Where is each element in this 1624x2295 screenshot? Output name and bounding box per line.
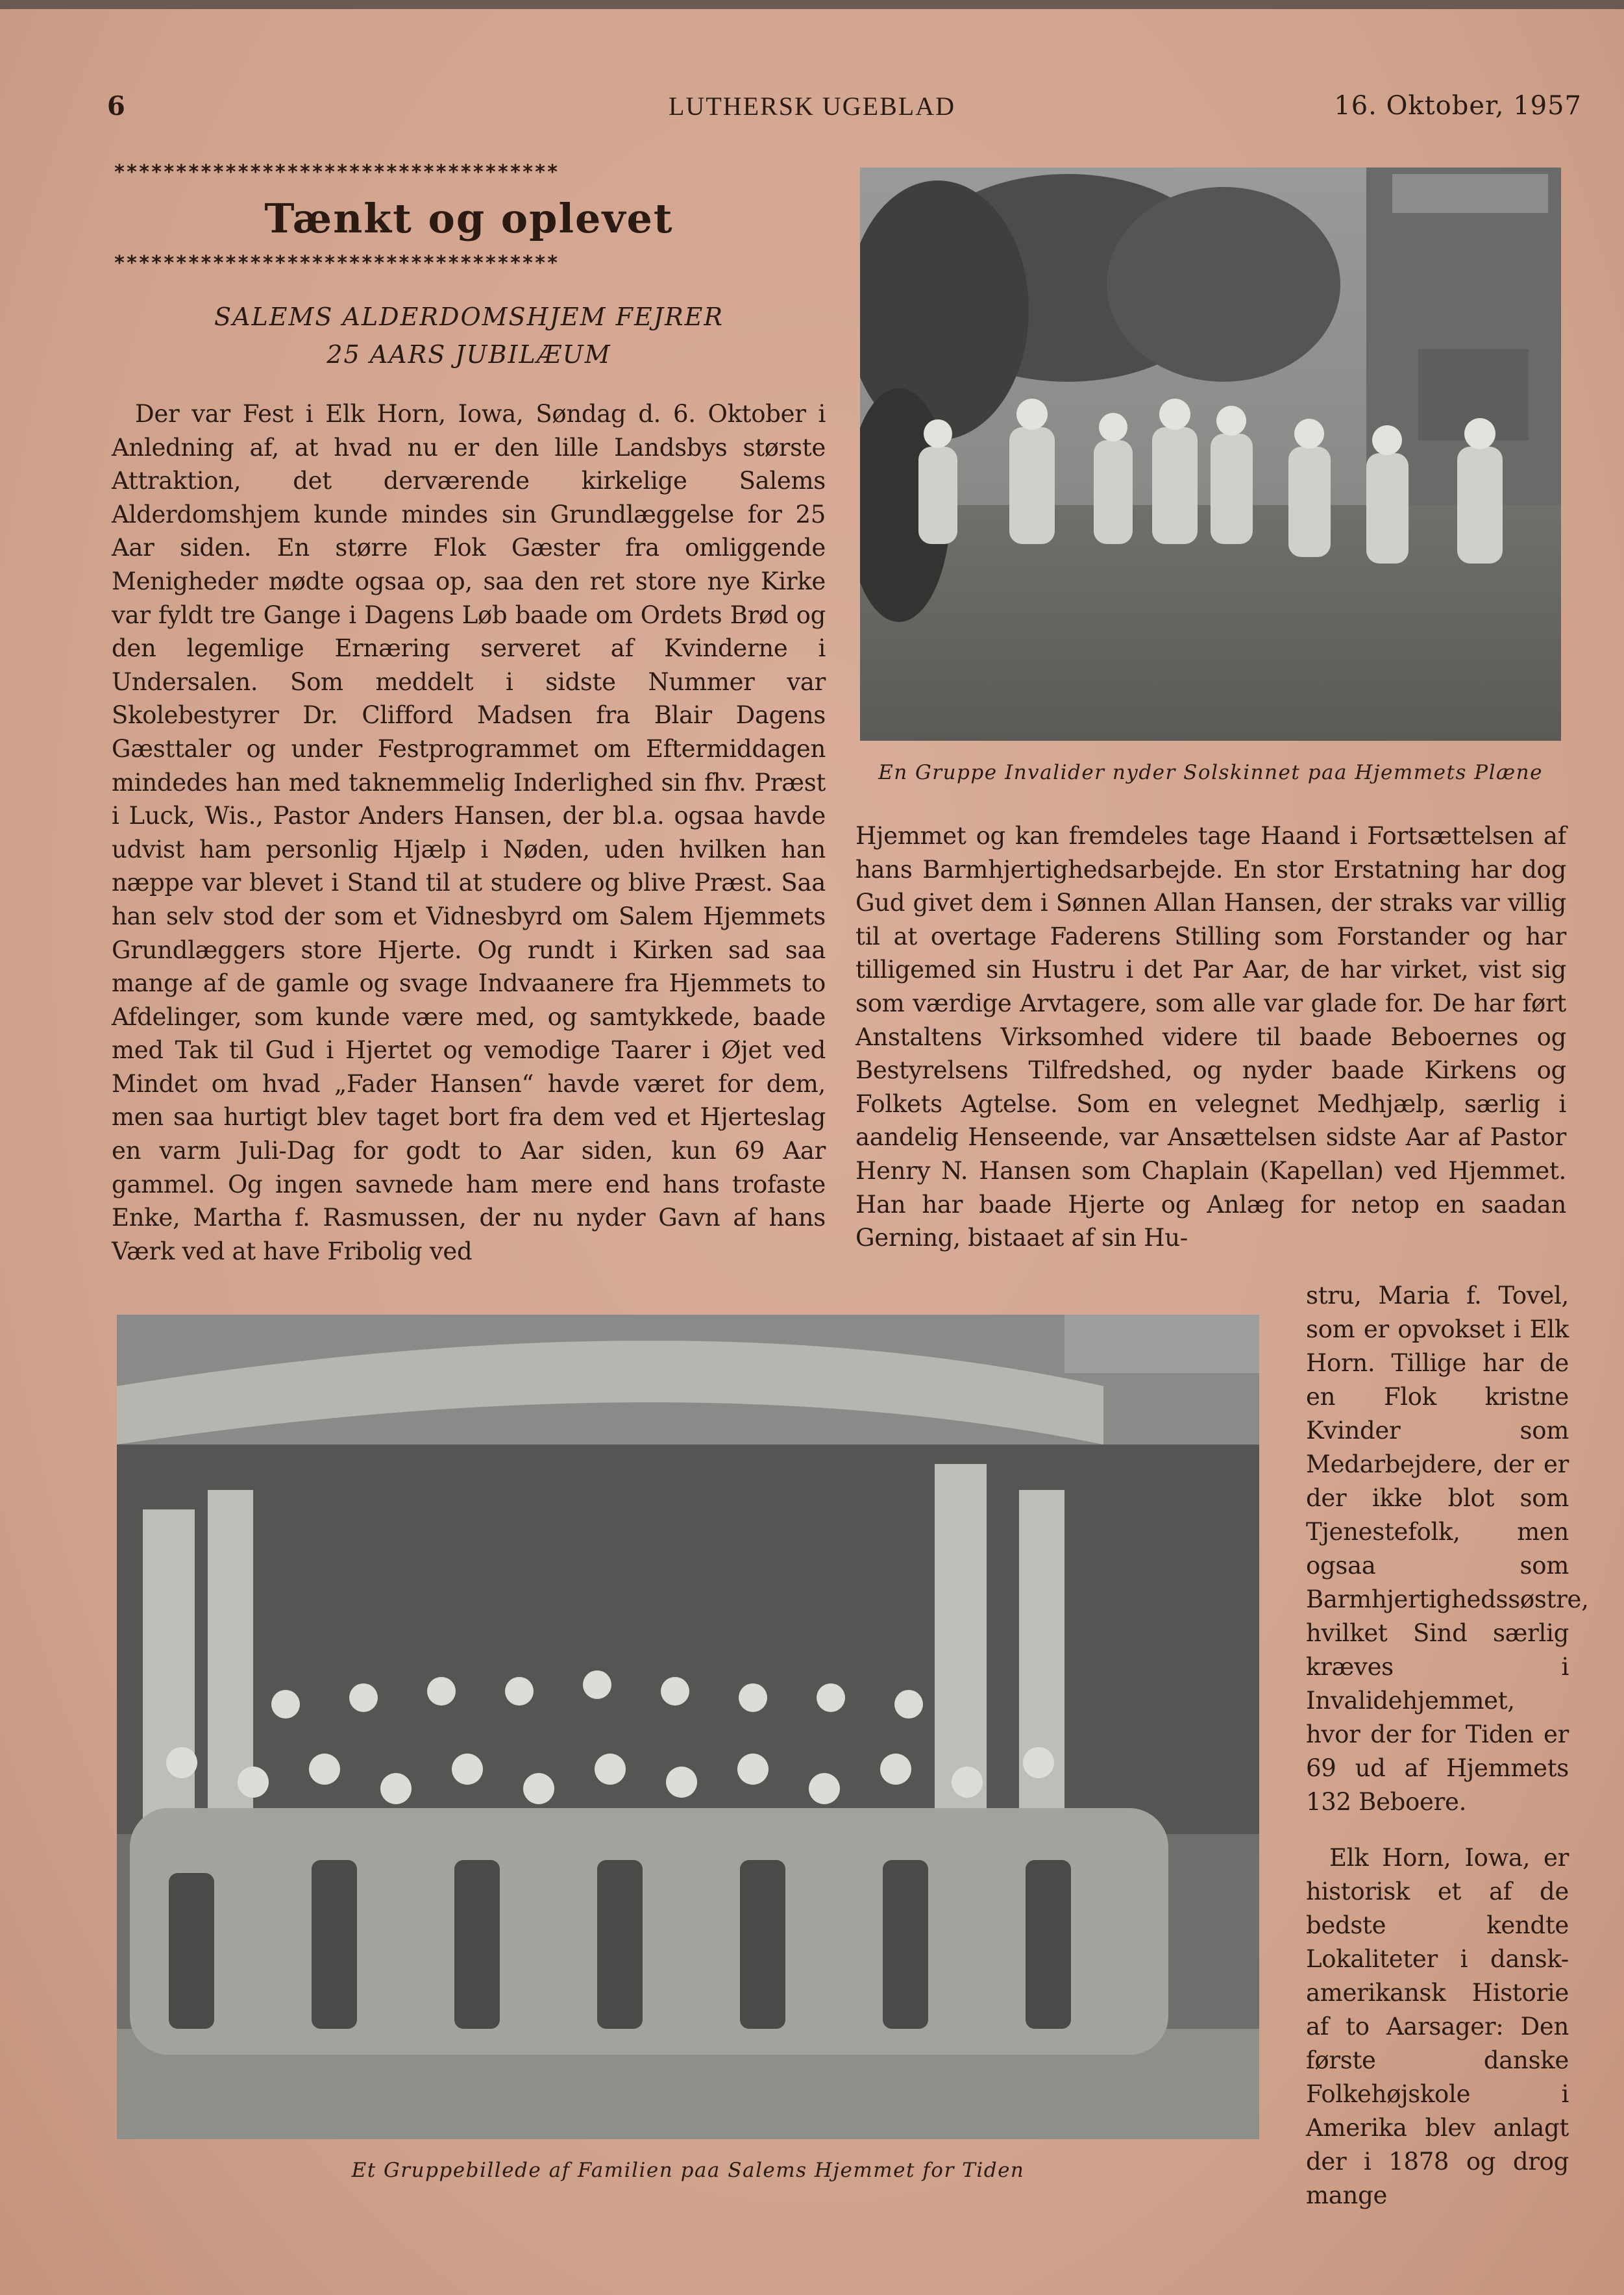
article-left-column: [112, 397, 826, 1268]
page-number: 6: [107, 91, 126, 121]
star-rule-top: ************************************: [114, 161, 560, 184]
photo-residents-on-lawn-image: [860, 167, 1561, 741]
article-subhead-line1: SALEMS ALDERDOMSHJEM FEJRER: [214, 303, 724, 331]
article-right-column: [855, 819, 1566, 1255]
article-left-text: Der var Fest i Elk Horn, Iowa, Søndag d. 6. Oktober i Anledning af, at hvad nu er den lille Landsbys største Attraktion, det derværende kirkelige Salems Alderdomshjem kunde mindes sin Grundlæggelse for 25 Aar siden. En større Flok Gæster fra omliggende Menigheder mødte ogsaa op, saa den ret store nye Kirke var fyldt tre Gange i Dagens Løb baade om Ordets Brød og den legemlige Ernæring serveret af Kvinderne i Undersalen. Som meddelt i sidste Nummer var Skolebestyrer Dr. Clifford Madsen fra Blair Dagens Gæsttaler og under Festprogrammet om Eftermiddagen mindedes han med taknemmelig Inderlighed sin fhv. Præst i Luck, Wis., Pastor Anders Hansen, der bl.a. ogsaa havde udvist ham personlig Hjælp i Nøden, uden hvilken han næppe var blevet i Stand til at studere og blive Præst. Saa han selv stod der som et Vidnesbyrd om Salem Hjemmets Grundlæggers store Hjerte. Og rundt i Kirken sad saa mange af de gamle og svage Indvaanere fra Hjemmets to Afdelinger, som kunde være med, og samtykkede, baade med Tak til Gud i Hjertet og vemodige Taarer i Øjet ved Mindet om hvad „Fader Hansen“ havde været for dem, men saa hurtigt blev taget bort fra dem ved et Hjerteslag en varm Juli-Dag for godt to Aar siden, kun 69 Aar gammel. Og ingen savnede ham mere end hans trofaste Enke, Martha f. Rasmussen, der nu nyder Gavn af hans Værk ved at have Fribolig ved: [112, 400, 826, 1265]
issue-date: 16. Oktober, 1957: [1334, 91, 1582, 121]
star-rule-bottom: ************************************: [114, 252, 560, 275]
page-top-edge: [0, 0, 1624, 9]
bottom-photo-caption: Et Gruppebillede af Familien paa Salems Hjemmet for Tiden: [351, 2159, 1025, 2182]
photo-group-portrait-image: [117, 1315, 1259, 2139]
top-photo-caption: En Gruppe Invalider nyder Solskinnet paa Hjemmets Plæne: [878, 761, 1543, 784]
photo-group-portrait: [117, 1315, 1259, 2139]
article-subhead-line2: 25 AARS JUBILÆUM: [326, 340, 611, 369]
publication-name: LUTHERSK UGEBLAD: [669, 92, 955, 121]
article-narrow-text-2: Elk Horn, Iowa, er historisk et af de bedste kendte Lokaliteter i dansk-amerikansk Historie af to Aarsager: Den første danske Folkehøjskole i Amerika blev anlagt der i 1878 og drog mange: [1306, 1844, 1569, 2209]
article-right-text: Hjemmet og kan fremdeles tage Haand i Fortsættelsen af hans Barmhjertighedsarbejde. En stor Erstatning har dog Gud givet dem i Sønnen Allan Hansen, der straks var villig til at overtage Faderens Stilling som Forstander og har tilligemed sin Hustru i det Par Aar, de har virket, vist sig som værdige Arvtagere, som alle var glade for. De har ført Anstaltens Virksomhed videre til baade Beboernes og Bestyrelsens Tilfredshed, og nyder baade Kirkens og Folkets Agtelse. Som en velegnet Medhjælp, særlig i aandelig Henseende, var Ansættelsen sidste Aar af Pastor Henry N. Hansen som Chaplain (Kapellan) ved Hjemmet. Han har baade Hjerte og Anlæg for netop en saadan Gerning, bistaaet af sin Hu-: [855, 822, 1566, 1252]
photo-residents-on-lawn: [860, 167, 1561, 741]
column-title: Tænkt og oplevet: [264, 195, 674, 242]
article-narrow-column: [1306, 1279, 1589, 2213]
article-narrow-text: stru, Maria f. Tovel, som er opvokset i Elk Horn. Tillige har de en Flok kristne Kvinder som Medarbejdere, der er der ikke blot som Tjenestefolk, men ogsaa som Barmhjertighedssøstre, hvilket Sind særlig kræves i Invalidehjemmet, hvor der for Tiden er 69 ud af Hjemmets 132 Beboere.: [1306, 1282, 1589, 1816]
